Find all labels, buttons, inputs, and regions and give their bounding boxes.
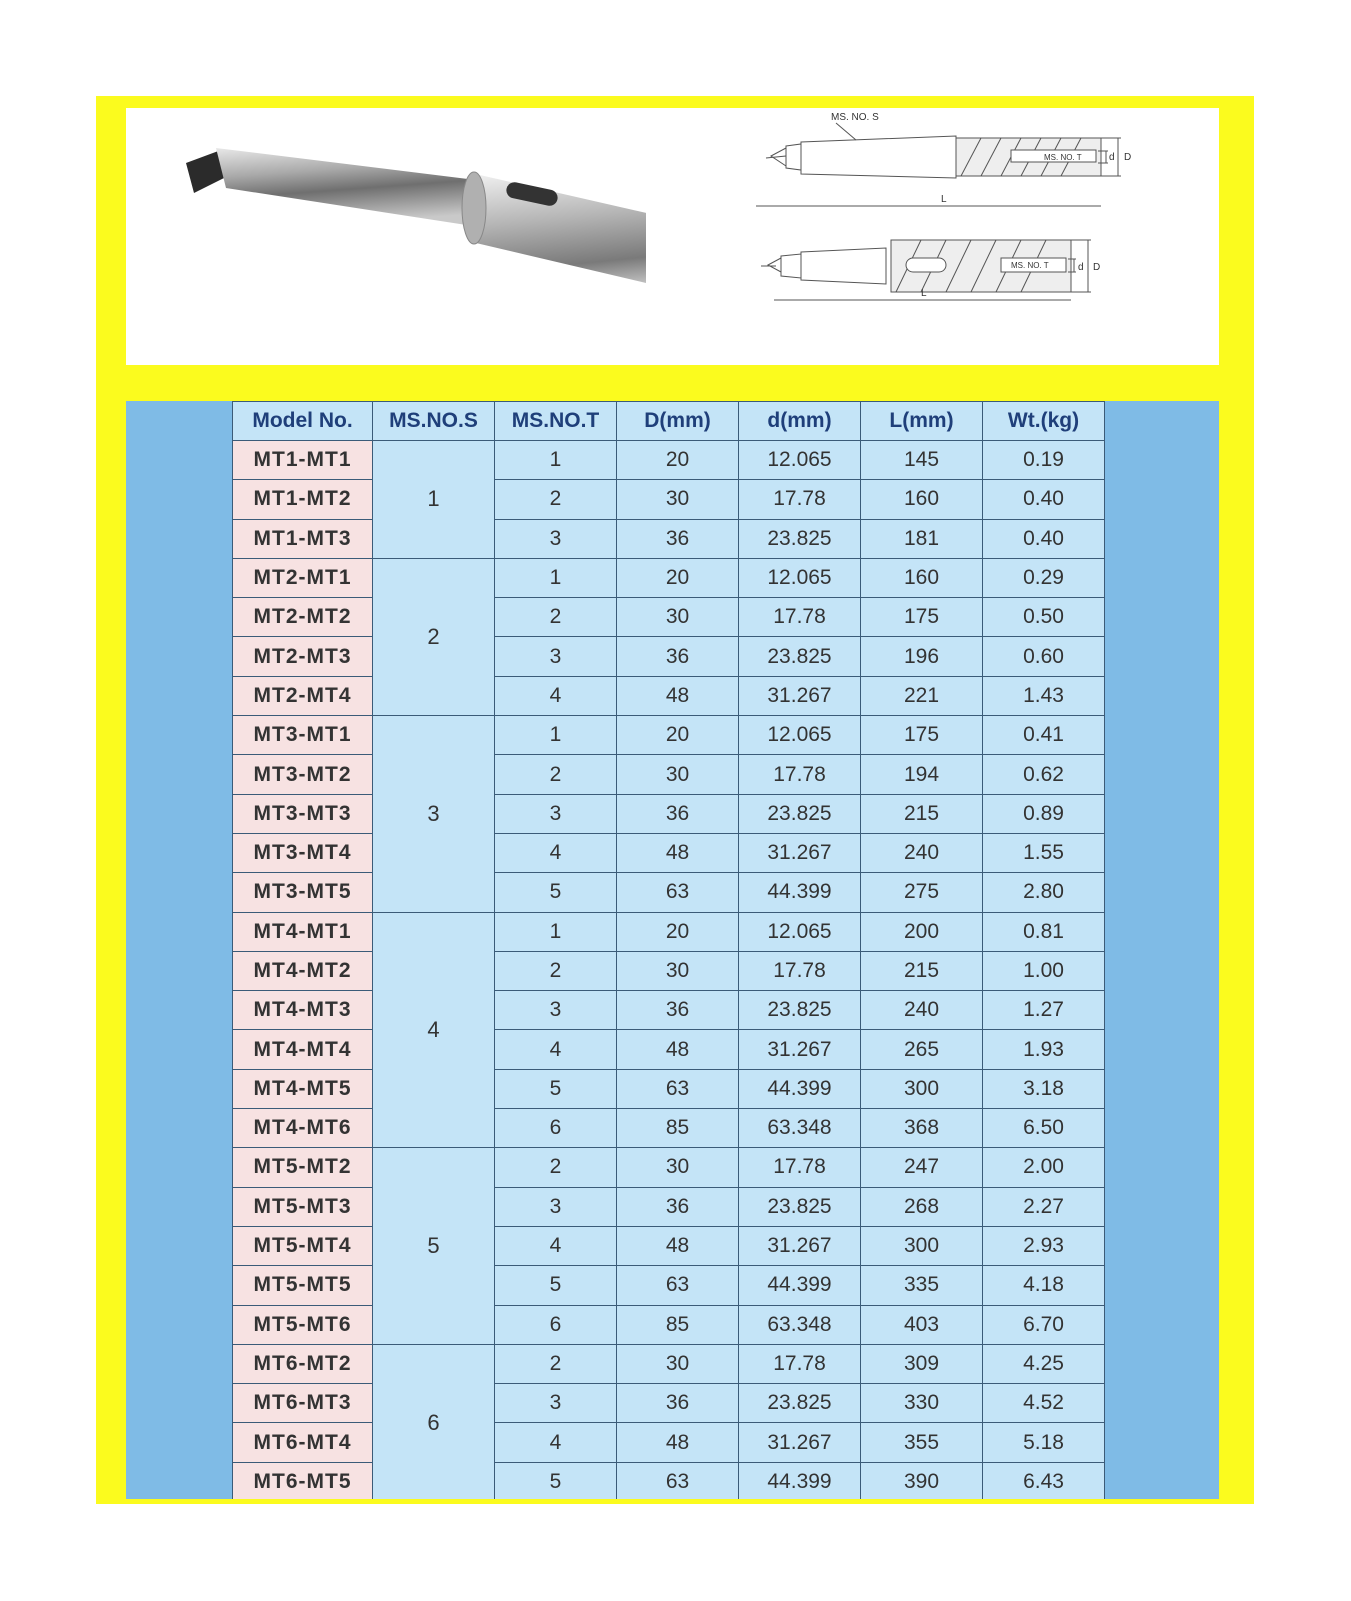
cell-model-no: MT4-MT1 [233,912,373,951]
taper-sleeve-photo [176,118,646,358]
cell-weight: 4.25 [983,1344,1105,1383]
cell-d-small: 17.78 [739,480,861,519]
header-ms-no-t: MS.NO.T [495,402,617,441]
cell-weight: 0.40 [983,480,1105,519]
cell-length: 194 [861,755,983,794]
table-row [233,1187,1105,1226]
cell-d-small: 23.825 [739,637,861,676]
table-row [233,558,1105,597]
cell-length: 355 [861,1423,983,1462]
cell-d-big: 30 [617,951,739,990]
cell-weight: 0.41 [983,716,1105,755]
table-row [233,912,1105,951]
cell-length: 247 [861,1148,983,1187]
cell-d-big: 63 [617,873,739,912]
cell-length: 196 [861,637,983,676]
cell-length: 215 [861,951,983,990]
d-small-label-upper: d [1109,152,1115,163]
table-row [233,676,1105,715]
table-row [233,1030,1105,1069]
header-weight: Wt.(kg) [983,402,1105,441]
cell-weight: 0.89 [983,794,1105,833]
cell-d-big: 20 [617,912,739,951]
l-label-upper: L [941,194,947,205]
cell-model-no: MT3-MT4 [233,833,373,872]
d-small-label-lower: d [1078,262,1084,273]
cell-d-big: 20 [617,558,739,597]
cell-d-small: 31.267 [739,1423,861,1462]
header-d-small: d(mm) [739,402,861,441]
cell-d-big: 85 [617,1109,739,1148]
cell-model-no: MT6-MT2 [233,1344,373,1383]
cell-d-small: 12.065 [739,441,861,480]
cell-ms-no-s: 3 [373,716,495,912]
cell-weight: 0.62 [983,755,1105,794]
cell-ms-no-t: 1 [495,912,617,951]
cell-model-no: MT5-MT6 [233,1305,373,1344]
cell-d-big: 63 [617,1069,739,1108]
cell-model-no: MT2-MT4 [233,676,373,715]
cell-ms-no-t: 5 [495,873,617,912]
table-row [233,1109,1105,1148]
cell-model-no: MT5-MT4 [233,1226,373,1265]
cell-d-small: 44.399 [739,1462,861,1499]
ms-s-label: MS. NO. S [831,112,879,123]
dimension-drawing [746,108,1216,348]
cell-d-big: 36 [617,1187,739,1226]
cell-ms-no-s: 2 [373,558,495,715]
ms-t-label-upper: MS. NO. T [1044,153,1082,162]
table-row [233,951,1105,990]
cell-ms-no-t: 3 [495,637,617,676]
d-big-label-upper: D [1124,152,1132,163]
table-row [233,480,1105,519]
cell-model-no: MT3-MT5 [233,873,373,912]
cell-model-no: MT1-MT1 [233,441,373,480]
cell-d-small: 31.267 [739,1030,861,1069]
cell-d-small: 31.267 [739,1226,861,1265]
cell-length: 275 [861,873,983,912]
cell-d-big: 30 [617,1344,739,1383]
cell-d-small: 63.348 [739,1305,861,1344]
cell-ms-no-t: 2 [495,1148,617,1187]
cell-d-small: 12.065 [739,558,861,597]
cell-ms-no-t: 1 [495,716,617,755]
cell-ms-no-t: 2 [495,598,617,637]
cell-ms-no-t: 6 [495,1109,617,1148]
cell-weight: 0.40 [983,519,1105,558]
cell-d-big: 36 [617,794,739,833]
cell-weight: 4.18 [983,1266,1105,1305]
d-big-label-lower: D [1093,262,1101,273]
cell-weight: 0.19 [983,441,1105,480]
cell-weight: 5.18 [983,1423,1105,1462]
table-row [233,794,1105,833]
cell-d-small: 31.267 [739,676,861,715]
cell-d-big: 30 [617,1148,739,1187]
table-row [233,441,1105,480]
cell-d-big: 20 [617,441,739,480]
cell-length: 265 [861,1030,983,1069]
cell-length: 160 [861,480,983,519]
cell-model-no: MT3-MT3 [233,794,373,833]
cell-d-big: 36 [617,1384,739,1423]
cell-d-small: 12.065 [739,716,861,755]
cell-model-no: MT2-MT3 [233,637,373,676]
cell-length: 215 [861,794,983,833]
cell-d-small: 44.399 [739,873,861,912]
table-row [233,991,1105,1030]
table-row [233,1344,1105,1383]
table-header-row [233,402,1105,441]
cell-ms-no-t: 5 [495,1069,617,1108]
cell-d-small: 23.825 [739,519,861,558]
cell-ms-no-t: 1 [495,558,617,597]
ms-t-label-lower: MS. NO. T [1011,261,1049,270]
table-row [233,1423,1105,1462]
cell-ms-no-t: 3 [495,519,617,558]
cell-d-small: 12.065 [739,912,861,951]
header-model-no: Model No. [233,402,373,441]
cell-ms-no-t: 3 [495,991,617,1030]
cell-model-no: MT4-MT2 [233,951,373,990]
cell-model-no: MT4-MT5 [233,1069,373,1108]
cell-weight: 1.43 [983,676,1105,715]
cell-ms-no-t: 5 [495,1462,617,1499]
cell-ms-no-t: 3 [495,1187,617,1226]
cell-ms-no-t: 4 [495,1030,617,1069]
cell-length: 268 [861,1187,983,1226]
cell-model-no: MT6-MT4 [233,1423,373,1462]
table-row [233,1384,1105,1423]
cell-ms-no-t: 3 [495,794,617,833]
cell-weight: 4.52 [983,1384,1105,1423]
header-length: L(mm) [861,402,983,441]
cell-ms-no-t: 4 [495,833,617,872]
cell-weight: 1.93 [983,1030,1105,1069]
table-row [233,1069,1105,1108]
cell-d-big: 36 [617,991,739,1030]
cell-d-big: 48 [617,1030,739,1069]
cell-model-no: MT5-MT2 [233,1148,373,1187]
cell-ms-no-t: 2 [495,480,617,519]
cell-d-small: 44.399 [739,1069,861,1108]
table-row [233,1305,1105,1344]
cell-length: 403 [861,1305,983,1344]
table-row [233,716,1105,755]
cell-d-small: 31.267 [739,833,861,872]
cell-d-small: 44.399 [739,1266,861,1305]
cell-length: 160 [861,558,983,597]
cell-weight: 0.60 [983,637,1105,676]
upper-drawing [756,123,1121,206]
cell-length: 240 [861,833,983,872]
cell-d-small: 17.78 [739,598,861,637]
cell-length: 330 [861,1384,983,1423]
cell-weight: 0.50 [983,598,1105,637]
cell-weight: 6.50 [983,1109,1105,1148]
table-row [233,1462,1105,1499]
cell-ms-no-t: 1 [495,441,617,480]
cell-ms-no-t: 3 [495,1384,617,1423]
cell-weight: 6.43 [983,1462,1105,1499]
table-row [233,519,1105,558]
spec-table-panel [126,401,1219,1499]
cell-model-no: MT6-MT3 [233,1384,373,1423]
cell-model-no: MT5-MT3 [233,1187,373,1226]
l-label-lower: L [921,288,927,299]
cell-d-small: 17.78 [739,1344,861,1383]
cell-ms-no-t: 5 [495,1266,617,1305]
cell-ms-no-s: 6 [373,1344,495,1499]
table-row [233,833,1105,872]
cell-d-big: 36 [617,637,739,676]
cell-length: 221 [861,676,983,715]
cell-model-no: MT4-MT6 [233,1109,373,1148]
cell-length: 175 [861,598,983,637]
cell-ms-no-t: 2 [495,951,617,990]
cell-ms-no-t: 4 [495,1423,617,1462]
cell-d-big: 48 [617,1226,739,1265]
cell-weight: 2.93 [983,1226,1105,1265]
cell-length: 181 [861,519,983,558]
cell-ms-no-t: 4 [495,676,617,715]
cell-d-big: 30 [617,755,739,794]
table-row [233,598,1105,637]
product-image-panel [126,108,1219,365]
cell-model-no: MT3-MT1 [233,716,373,755]
cell-d-big: 36 [617,519,739,558]
spec-table [232,401,1105,1499]
cell-ms-no-t: 2 [495,1344,617,1383]
cell-weight: 1.00 [983,951,1105,990]
cell-length: 335 [861,1266,983,1305]
table-row [233,1226,1105,1265]
table-row [233,755,1105,794]
cell-d-small: 63.348 [739,1109,861,1148]
cell-d-small: 23.825 [739,794,861,833]
cell-d-big: 63 [617,1266,739,1305]
cell-model-no: MT2-MT2 [233,598,373,637]
cell-d-small: 17.78 [739,1148,861,1187]
cell-ms-no-t: 4 [495,1226,617,1265]
table-row [233,1266,1105,1305]
cell-length: 240 [861,991,983,1030]
cell-d-big: 48 [617,833,739,872]
cell-weight: 1.55 [983,833,1105,872]
cell-model-no: MT4-MT3 [233,991,373,1030]
cell-weight: 2.00 [983,1148,1105,1187]
cell-length: 175 [861,716,983,755]
cell-d-small: 17.78 [739,755,861,794]
header-ms-no-s: MS.NO.S [373,402,495,441]
cell-d-big: 30 [617,598,739,637]
cell-length: 300 [861,1226,983,1265]
cell-d-big: 48 [617,1423,739,1462]
cell-weight: 0.81 [983,912,1105,951]
cell-length: 390 [861,1462,983,1499]
cell-length: 368 [861,1109,983,1148]
cell-model-no: MT5-MT5 [233,1266,373,1305]
cell-d-big: 85 [617,1305,739,1344]
cell-d-big: 63 [617,1462,739,1499]
cell-ms-no-s: 1 [373,441,495,559]
cell-d-small: 23.825 [739,1384,861,1423]
cell-ms-no-s: 4 [373,912,495,1148]
cell-d-big: 20 [617,716,739,755]
cell-weight: 2.27 [983,1187,1105,1226]
table-row [233,637,1105,676]
cell-d-big: 48 [617,676,739,715]
cell-length: 200 [861,912,983,951]
table-row [233,873,1105,912]
cell-ms-no-t: 2 [495,755,617,794]
cell-weight: 1.27 [983,991,1105,1030]
cell-d-small: 23.825 [739,991,861,1030]
cell-model-no: MT3-MT2 [233,755,373,794]
table-row [233,1148,1105,1187]
cell-length: 300 [861,1069,983,1108]
cell-d-small: 17.78 [739,951,861,990]
cell-weight: 6.70 [983,1305,1105,1344]
cell-model-no: MT1-MT2 [233,480,373,519]
cell-ms-no-s: 5 [373,1148,495,1344]
cell-weight: 2.80 [983,873,1105,912]
cell-length: 145 [861,441,983,480]
cell-d-small: 23.825 [739,1187,861,1226]
header-d-big: D(mm) [617,402,739,441]
cell-length: 309 [861,1344,983,1383]
cell-model-no: MT2-MT1 [233,558,373,597]
cell-model-no: MT6-MT5 [233,1462,373,1499]
cell-model-no: MT4-MT4 [233,1030,373,1069]
cell-model-no: MT1-MT3 [233,519,373,558]
cell-weight: 0.29 [983,558,1105,597]
cell-ms-no-t: 6 [495,1305,617,1344]
cell-weight: 3.18 [983,1069,1105,1108]
cell-d-big: 30 [617,480,739,519]
